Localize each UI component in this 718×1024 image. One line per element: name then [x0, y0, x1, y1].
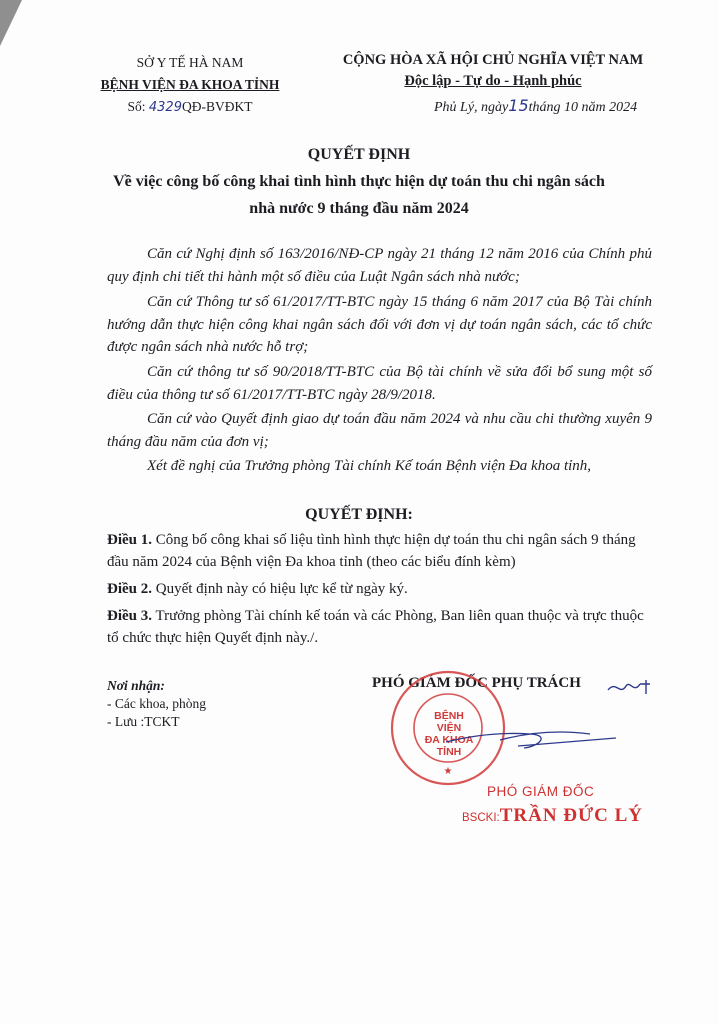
national-heading — [318, 50, 668, 92]
recipients-block — [107, 677, 206, 731]
article-3: Điều 3. Trưởng phòng Tài chính kế toán và các Phòng, Ban liên quan thuộc và trực thuộc tổ chức thực hiện Quyết định này./. — [107, 608, 644, 646]
article-2: Điều 2. Quyết định này có hiệu lực kể từ ngày ký. — [107, 581, 408, 597]
decision-heading: QUYẾT ĐỊNH: — [305, 506, 413, 523]
seal-text: BỆNH VIỆN ĐA KHOA TỈNH — [424, 710, 474, 758]
article-label: Điều 1. — [107, 532, 152, 548]
hospital-name: BỆNH VIỆN ĐA KHOA TỈNH — [100, 77, 280, 92]
handwritten-number: 4329 — [148, 100, 182, 115]
handwritten-day: 15 — [508, 96, 529, 115]
folded-corner — [0, 0, 22, 46]
initials-scribble — [606, 676, 668, 698]
recipients-heading: Nơi nhận: — [107, 678, 165, 693]
issue-date: Phủ Lý, ngày15tháng 10 năm 2024 — [434, 96, 638, 115]
nation-name: CỘNG HÒA XÃ HỘI CHỦ NGHĨA VIỆT NAM — [342, 52, 644, 68]
article-label: Điều 2. — [107, 581, 152, 597]
signer-title: PHÓ GIÁM ĐỐC PHỤ TRÁCH — [372, 675, 581, 691]
document-title: QUYẾT ĐỊNH — [307, 146, 411, 163]
subject-line-1: Về việc công bố công khai tình hình thực hiện dự toán thu chi ngân sách — [113, 173, 605, 190]
article-1: Điều 1. Công bố công khai số liệu tình hình thực hiện dự toán thu chi ngân sách 9 tháng đầu năm 2024 của Bệnh viện Đa khoa tỉnh (theo các biểu đính kèm) — [107, 532, 636, 570]
recipient-item: - Lưu :TCKT — [107, 714, 180, 729]
subject-line-2: nhà nước 9 tháng đầu năm 2024 — [249, 200, 469, 217]
motto: Độc lập - Tự do - Hạnh phúc — [404, 73, 582, 89]
preamble-2: Căn cứ Thông tư số 61/2017/TT-BTC ngày 15 tháng 6 năm 2017 của Bộ Tài chính hướng dẫn thực hiện công khai ngân sách đối với đơn vị dự toán ngân sách, các tổ chức được ngân sách nhà nước hỗ trợ; — [107, 294, 652, 355]
document-number: Số: 4329QĐ-BVĐKT — [127, 99, 253, 115]
svg-text:★: ★ — [443, 766, 453, 777]
signer-name: BSCKI:TRẦN ĐỨC LÝ — [462, 805, 644, 826]
preamble-3: Căn cứ thông tư số 90/2018/TT-BTC của Bộ tài chính về sửa đổi bổ sung một số điều của thông tư số 61/2017/TT-BTC ngày 28/9/2018. — [107, 364, 652, 403]
preamble-5: Xét đề nghị của Trưởng phòng Tài chính Kế toán Bệnh viện Đa khoa tỉnh, — [147, 458, 592, 474]
recipient-item: - Các khoa, phòng — [107, 696, 206, 711]
issuer-block — [70, 52, 310, 119]
preamble-4: Căn cứ vào Quyết định giao dự toán đầu năm 2024 và nhu cầu chi thường xuyên 9 tháng đầu năm của đơn vị; — [107, 411, 652, 450]
article-label: Điều 3. — [107, 608, 152, 624]
preamble-1: Căn cứ Nghị định số 163/2016/NĐ-CP ngày 21 tháng 12 năm 2016 của Chính phủ quy định chi tiết thi hành một số điều của Luật Ngân sách nhà nước; — [107, 246, 652, 285]
signer-role: PHÓ GIÁM ĐỐC — [487, 784, 595, 799]
ministry-name: SỞ Y TẾ HÀ NAM — [136, 55, 244, 70]
signature-scribble — [440, 712, 620, 772]
